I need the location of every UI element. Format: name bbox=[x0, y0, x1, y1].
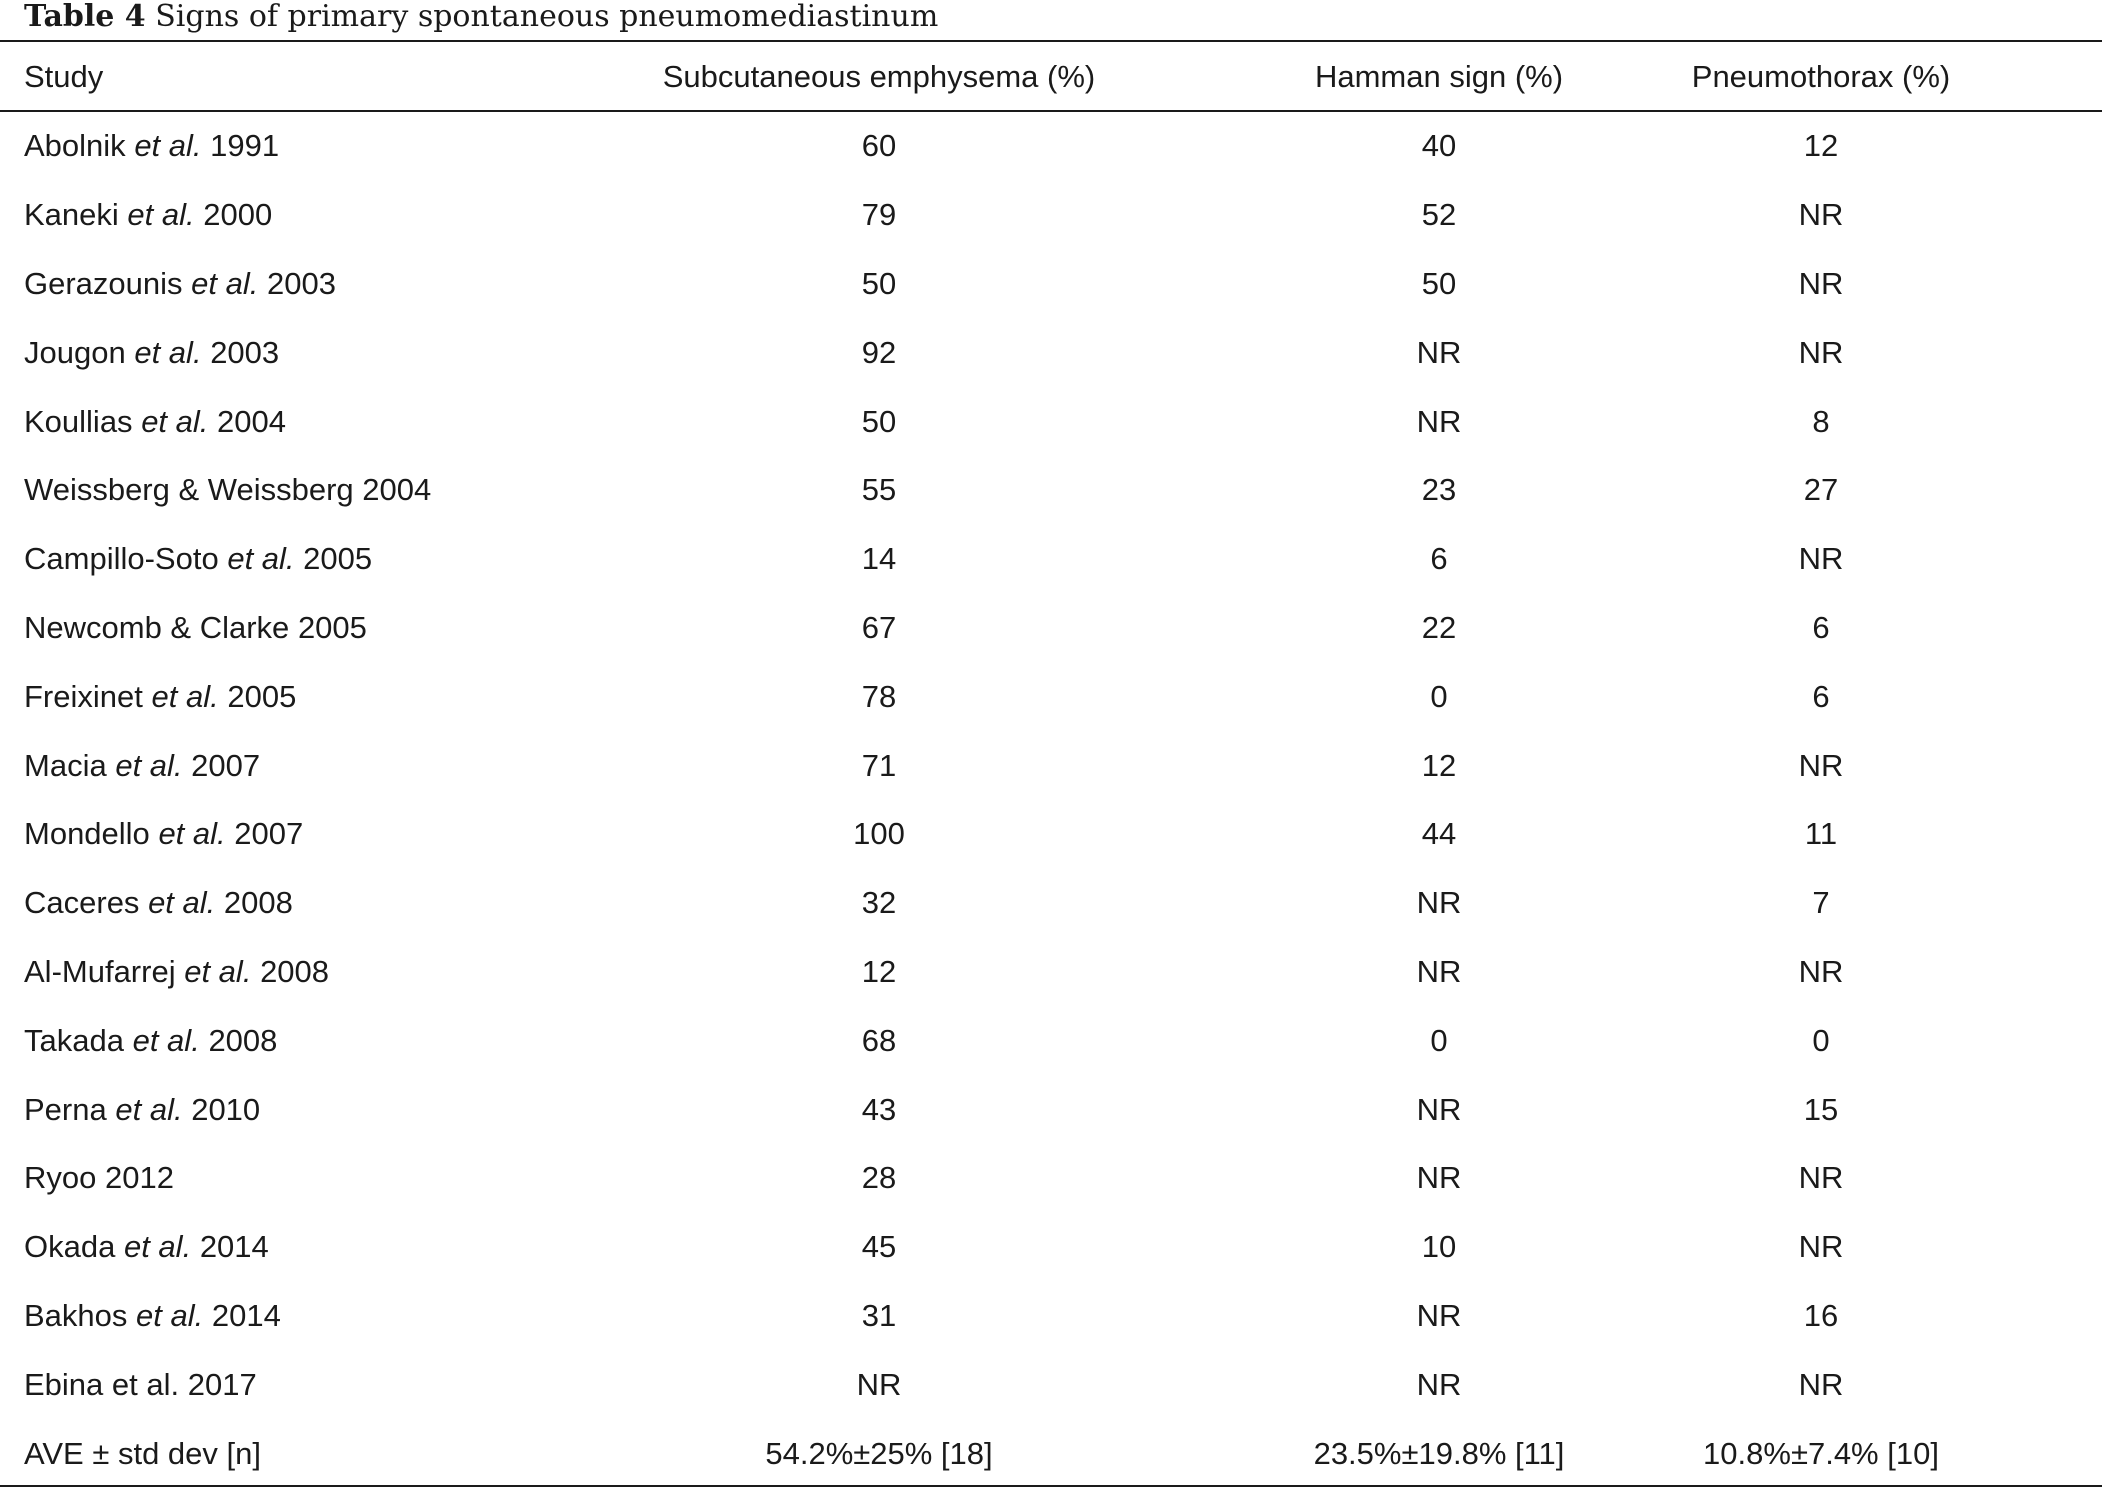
study-et-al: et al. bbox=[184, 953, 252, 989]
study-year: 2000 bbox=[203, 197, 273, 233]
study-cell bbox=[0, 525, 560, 594]
table-body bbox=[0, 112, 2102, 1488]
study-et-al: et al. bbox=[158, 816, 226, 852]
pneumothorax-cell: 16 bbox=[1803, 1297, 1839, 1333]
study-year: 2007 bbox=[234, 816, 304, 852]
pneumothorax-cell: 0 bbox=[1812, 1022, 1830, 1058]
study-author: Caceres bbox=[24, 885, 140, 921]
hamman-sign-cell: 6 bbox=[1430, 541, 1448, 577]
pneumothorax-cell: 7 bbox=[1812, 885, 1830, 921]
hamman-sign-cell: 44 bbox=[1421, 816, 1457, 852]
table-row bbox=[0, 112, 2102, 181]
summary-subcutaneous-emphysema: 54.2%±25% [18] bbox=[765, 1435, 993, 1471]
pneumothorax-cell: 12 bbox=[1803, 128, 1839, 164]
table-row bbox=[0, 1144, 2102, 1213]
summary-row bbox=[0, 1419, 2102, 1488]
subcutaneous-emphysema-cell: 92 bbox=[861, 334, 897, 370]
study-year: 2012 bbox=[105, 1160, 174, 1196]
hamman-sign-cell: 12 bbox=[1421, 747, 1457, 783]
table-row bbox=[0, 318, 2102, 387]
subcutaneous-emphysema-cell: 31 bbox=[861, 1297, 897, 1333]
study-cell bbox=[0, 662, 560, 731]
hamman-sign-cell: NR bbox=[1416, 334, 1462, 370]
column-header-study: Study bbox=[24, 59, 104, 94]
hamman-sign-cell: NR bbox=[1416, 953, 1462, 989]
subcutaneous-emphysema-cell: 45 bbox=[861, 1229, 897, 1265]
study-author: Freixinet bbox=[24, 678, 143, 714]
hamman-sign-cell: 0 bbox=[1430, 1022, 1448, 1058]
study-cell bbox=[0, 456, 560, 525]
study-et-al: et al. bbox=[141, 403, 209, 439]
study-author: Ebina et al. bbox=[24, 1366, 180, 1402]
subcutaneous-emphysema-cell: 50 bbox=[861, 403, 897, 439]
table-row bbox=[0, 594, 2102, 663]
study-year: 2004 bbox=[362, 472, 432, 508]
hamman-sign-cell: NR bbox=[1416, 1366, 1462, 1402]
study-cell bbox=[0, 1350, 560, 1419]
study-author: Mondello bbox=[24, 816, 150, 852]
study-cell bbox=[0, 181, 560, 250]
subcutaneous-emphysema-cell: 28 bbox=[861, 1160, 897, 1196]
study-author: Newcomb & Clarke bbox=[24, 609, 290, 645]
table-row bbox=[0, 1075, 2102, 1144]
hamman-sign-cell: NR bbox=[1416, 885, 1462, 921]
study-author: Takada bbox=[24, 1022, 124, 1058]
table-row bbox=[0, 1006, 2102, 1075]
hamman-sign-cell: 10 bbox=[1421, 1229, 1457, 1265]
table-row bbox=[0, 250, 2102, 319]
study-year: 2005 bbox=[227, 678, 297, 714]
subcutaneous-emphysema-cell: NR bbox=[856, 1366, 902, 1402]
study-year: 2003 bbox=[267, 265, 336, 301]
table-row bbox=[0, 731, 2102, 800]
subcutaneous-emphysema-cell: 68 bbox=[861, 1022, 897, 1058]
study-et-al: et al. bbox=[227, 541, 295, 577]
study-cell bbox=[0, 112, 560, 181]
subcutaneous-emphysema-cell: 60 bbox=[861, 128, 897, 164]
subcutaneous-emphysema-cell: 78 bbox=[861, 678, 897, 714]
table-row bbox=[0, 800, 2102, 869]
study-year: 2014 bbox=[211, 1297, 281, 1333]
study-year: 2008 bbox=[208, 1022, 278, 1058]
table-row bbox=[0, 456, 2102, 525]
study-cell bbox=[0, 318, 560, 387]
subcutaneous-emphysema-cell: 79 bbox=[861, 197, 897, 233]
study-year: 2014 bbox=[199, 1229, 269, 1265]
study-cell bbox=[0, 1282, 560, 1351]
hamman-sign-cell: 50 bbox=[1421, 265, 1457, 301]
table-caption bbox=[24, 0, 938, 42]
study-cell bbox=[0, 1144, 560, 1213]
study-cell bbox=[0, 250, 560, 319]
study-cell bbox=[0, 869, 560, 938]
hamman-sign-cell: NR bbox=[1416, 1297, 1462, 1333]
table-row bbox=[0, 1350, 2102, 1419]
pneumothorax-cell: NR bbox=[1798, 1366, 1844, 1402]
study-et-al: et al. bbox=[115, 747, 183, 783]
study-author: Gerazounis bbox=[24, 265, 183, 301]
subcutaneous-emphysema-cell: 71 bbox=[861, 747, 897, 783]
pneumothorax-cell: 8 bbox=[1812, 403, 1830, 439]
subcutaneous-emphysema-cell: 50 bbox=[861, 265, 897, 301]
hamman-sign-cell: NR bbox=[1416, 403, 1462, 439]
column-header-hamman-sign: Hamman sign (%) bbox=[1314, 59, 1564, 94]
study-cell bbox=[0, 387, 560, 456]
study-year: 2004 bbox=[217, 403, 286, 439]
study-year: 2010 bbox=[191, 1091, 261, 1127]
subcutaneous-emphysema-cell: 14 bbox=[861, 541, 897, 577]
column-header-subcutaneous-emphysema: Subcutaneous emphysema (%) bbox=[662, 59, 1096, 94]
summary-label: AVE ± std dev [n] bbox=[24, 1435, 261, 1471]
pneumothorax-cell: NR bbox=[1798, 1229, 1844, 1265]
table-row bbox=[0, 181, 2102, 250]
subcutaneous-emphysema-cell: 67 bbox=[861, 609, 897, 645]
subcutaneous-emphysema-cell: 32 bbox=[861, 885, 897, 921]
study-author: Campillo-Soto bbox=[24, 541, 219, 577]
study-et-al: et al. bbox=[132, 1022, 200, 1058]
study-et-al: et al. bbox=[134, 334, 202, 370]
pneumothorax-cell: NR bbox=[1798, 1160, 1844, 1196]
table-row bbox=[0, 662, 2102, 731]
study-et-al: et al. bbox=[127, 197, 195, 233]
pneumothorax-cell: 15 bbox=[1803, 1091, 1839, 1127]
study-author: Bakhos bbox=[24, 1297, 128, 1333]
study-cell bbox=[0, 1006, 560, 1075]
hamman-sign-cell: NR bbox=[1416, 1091, 1462, 1127]
study-year: 2005 bbox=[303, 541, 373, 577]
table-caption-text: Signs of primary spontaneous pneumomediastinum bbox=[155, 0, 939, 34]
pneumothorax-cell: 27 bbox=[1803, 472, 1839, 508]
pneumothorax-cell: 6 bbox=[1812, 678, 1830, 714]
table-row bbox=[0, 869, 2102, 938]
study-year: 2008 bbox=[260, 953, 330, 989]
hamman-sign-cell: NR bbox=[1416, 1160, 1462, 1196]
signs-table bbox=[0, 42, 2102, 1488]
study-year: 2005 bbox=[297, 609, 367, 645]
pneumothorax-cell: 11 bbox=[1804, 816, 1838, 852]
pneumothorax-cell: 6 bbox=[1812, 609, 1830, 645]
study-author: Abolnik bbox=[24, 128, 126, 164]
table-header-row bbox=[0, 42, 2102, 112]
table-row bbox=[0, 938, 2102, 1007]
study-author: Kaneki bbox=[24, 197, 119, 233]
study-author: Jougon bbox=[24, 334, 126, 370]
study-cell bbox=[0, 938, 560, 1007]
study-author: Koullias bbox=[24, 403, 133, 439]
hamman-sign-cell: 22 bbox=[1421, 609, 1457, 645]
study-year: 2007 bbox=[191, 747, 261, 783]
subcutaneous-emphysema-cell: 100 bbox=[853, 816, 905, 852]
study-author: Ryoo bbox=[24, 1160, 97, 1196]
table-row bbox=[0, 387, 2102, 456]
study-et-al: et al. bbox=[136, 1297, 204, 1333]
table-row bbox=[0, 1282, 2102, 1351]
summary-pneumothorax: 10.8%±7.4% [10] bbox=[1703, 1435, 1939, 1471]
pneumothorax-cell: NR bbox=[1798, 197, 1844, 233]
hamman-sign-cell: 0 bbox=[1430, 678, 1448, 714]
study-et-al: et al. bbox=[191, 265, 259, 301]
subcutaneous-emphysema-cell: 55 bbox=[861, 472, 897, 508]
pneumothorax-cell: NR bbox=[1798, 953, 1844, 989]
study-year: 2003 bbox=[210, 334, 280, 370]
column-header-pneumothorax: Pneumothorax (%) bbox=[1691, 59, 1951, 94]
study-author: Al-Mufarrej bbox=[24, 953, 176, 989]
subcutaneous-emphysema-cell: 43 bbox=[861, 1091, 897, 1127]
study-cell bbox=[0, 731, 560, 800]
study-year: 2017 bbox=[187, 1366, 257, 1402]
study-cell bbox=[0, 800, 560, 869]
study-et-al: et al. bbox=[115, 1091, 183, 1127]
study-et-al: et al. bbox=[148, 885, 216, 921]
subcutaneous-emphysema-cell: 12 bbox=[861, 953, 897, 989]
pneumothorax-cell: NR bbox=[1798, 265, 1844, 301]
study-cell bbox=[0, 1075, 560, 1144]
study-author: Okada bbox=[24, 1229, 116, 1265]
study-year: 2008 bbox=[223, 885, 293, 921]
study-author: Macia bbox=[24, 747, 107, 783]
pneumothorax-cell: NR bbox=[1798, 334, 1844, 370]
study-author: Weissberg & Weissberg bbox=[24, 472, 354, 508]
hamman-sign-cell: 40 bbox=[1421, 128, 1457, 164]
table-row bbox=[0, 1213, 2102, 1282]
study-author: Perna bbox=[24, 1091, 107, 1127]
study-cell bbox=[0, 594, 560, 663]
hamman-sign-cell: 23 bbox=[1421, 472, 1457, 508]
pneumothorax-cell: NR bbox=[1798, 747, 1844, 783]
study-et-al: et al. bbox=[134, 128, 202, 164]
table-row bbox=[0, 525, 2102, 594]
study-et-al: et al. bbox=[123, 1229, 192, 1265]
pneumothorax-cell: NR bbox=[1798, 541, 1844, 577]
summary-hamman-sign: 23.5%±19.8% [11] bbox=[1313, 1435, 1565, 1471]
table-caption-label: Table 4 bbox=[24, 0, 146, 34]
study-et-al: et al. bbox=[151, 678, 219, 714]
study-cell bbox=[0, 1213, 560, 1282]
hamman-sign-cell: 52 bbox=[1421, 197, 1457, 233]
study-year: 1991 bbox=[210, 128, 280, 164]
